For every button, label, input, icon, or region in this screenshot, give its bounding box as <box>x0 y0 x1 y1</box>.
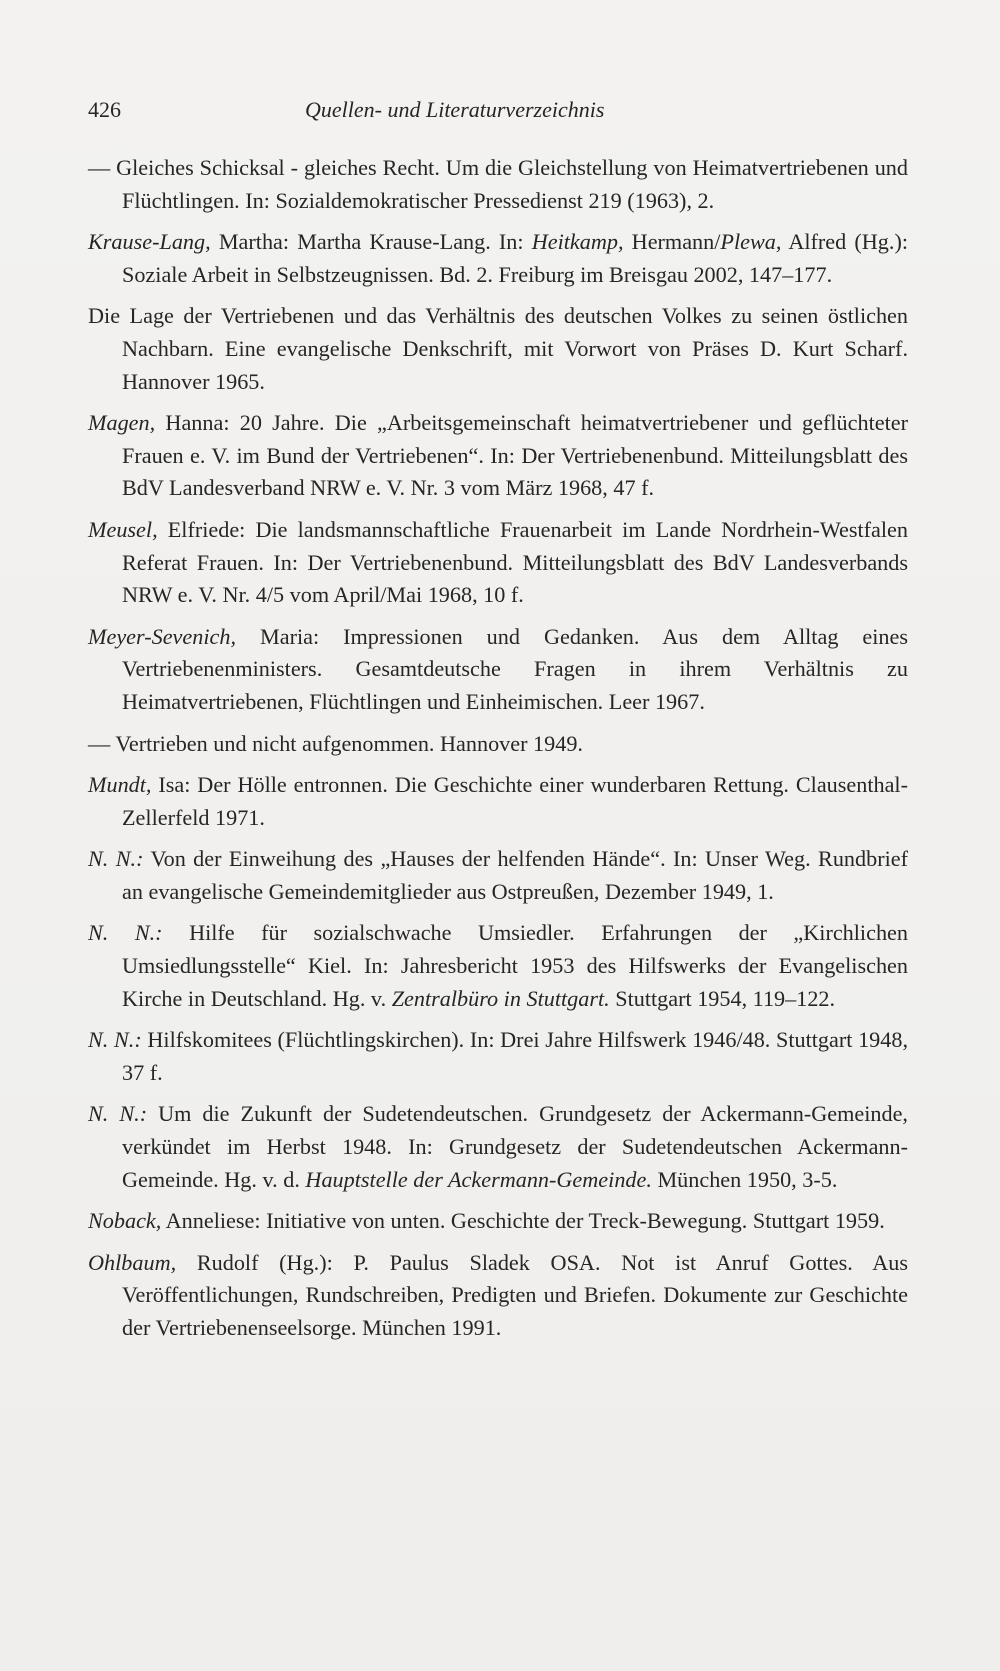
bib-entry: — Vertrieben und nicht aufgenommen. Hannover 1949. <box>88 730 583 756</box>
bib-entry: — Gleiches Schicksal - gleiches Recht. Um die Gleichstellung von Heimatvertriebenen und Flüchtlingen. In: Sozialdemokratischer Pressedienst 219 (1963), 2. <box>88 155 908 213</box>
page-header <box>88 97 908 127</box>
bib-entry: Die Lage der Vertriebenen und das Verhältnis des deutschen Volkes zu seinen östlichen Nachbarn. Eine evangelische Denkschrift, mit Vorwort von Präses D. Kurt Scharf. Hannover 1965. <box>88 303 908 394</box>
bib-entry: N. N.: Von der Einweihung des „Hauses der helfenden Hände“. In: Unser Weg. Rundbrief an evangelische Gemeindemitglieder aus Ostpreußen, Dezember 1949, 1. <box>88 846 908 904</box>
bib-entry: Krause-Lang, Martha: Martha Krause-Lang. In: Heitkamp, Hermann/Plewa, Alfred (Hg.): Soziale Arbeit in Selbstzeugnissen. Bd. 2. Freiburg im Breisgau 2002, 147–177. <box>88 229 909 287</box>
bib-entry: N. N.: Hilfskomitees (Flüchtlingskirchen). In: Drei Jahre Hilfswerk 1946/48. Stuttgart 1948, 37 f. <box>88 1027 908 1085</box>
bib-entry: N. N.: Um die Zukunft der Sudetendeutschen. Grundgesetz der Ackermann-Gemeinde, verkündet im Herbst 1948. In: Grundgesetz der Sudetendeutschen Ackermann-Gemeinde. Hg. v. d. Hauptstelle der Ackermann-Gemeinde. München 1950, 3-5. <box>88 1101 908 1192</box>
bib-entry: N. N.: Hilfe für sozialschwache Umsiedler. Erfahrungen der „Kirchlichen Umsiedlungsstelle“ Kiel. In: Jahresbericht 1953 des Hilfswerks der Evangelischen Kirche in Deutschland. Hg. v. Zentralbüro in Stuttgart. Stuttgart 1954, 119–122. <box>88 920 908 1011</box>
bibliography-list <box>88 152 908 1354</box>
bib-entry: Meusel, Elfriede: Die landsmannschaftliche Frauenarbeit im Lande Nordrhein-Westfalen Referat Frauen. In: Der Vertriebenenbund. Mitteilungsblatt des BdV Landesverbands NRW e. V. Nr. 4/5 vom April/Mai 1968, 10 f. <box>88 516 908 608</box>
bib-entry: Ohlbaum, Rudolf (Hg.): P. Paulus Sladek OSA. Not ist Anruf Gottes. Aus Veröffentlichungen, Rundschreiben, Predigten und Briefen. Dokumente zur Geschichte der Vertriebenenseelsorge. München 1991. <box>88 1249 908 1340</box>
bib-entry: Magen, Hanna: 20 Jahre. Die „Arbeitsgemeinschaft heimatvertriebener und geflüchteter Frauen e. V. im Bund der Vertriebenen“. In: Der Vertriebenenbund. Mitteilungsblatt des BdV Landesverband NRW e. V. Nr. 3 vom März 1968, 47 f. <box>88 410 908 501</box>
bib-entry: Mundt, Isa: Der Hölle entronnen. Die Geschichte einer wunderbaren Rettung. Clausenthal-Zellerfeld 1971. <box>88 772 908 830</box>
bib-entry: Meyer-Sevenich, Maria: Impressionen und Gedanken. Aus dem Alltag eines Vertriebenenministers. Gesamtdeutsche Fragen in ihrem Verhältnis zu Heimatvertriebenen, Flüchtlingen und Einheimischen. Leer 1967. <box>88 623 908 714</box>
running-head: Quellen- und Literaturverzeichnis <box>305 97 605 122</box>
page-number: 426 <box>88 97 121 122</box>
bib-entry: Noback, Anneliese: Initiative von unten. Geschichte der Treck-Bewegung. Stuttgart 1959. <box>88 1208 885 1234</box>
